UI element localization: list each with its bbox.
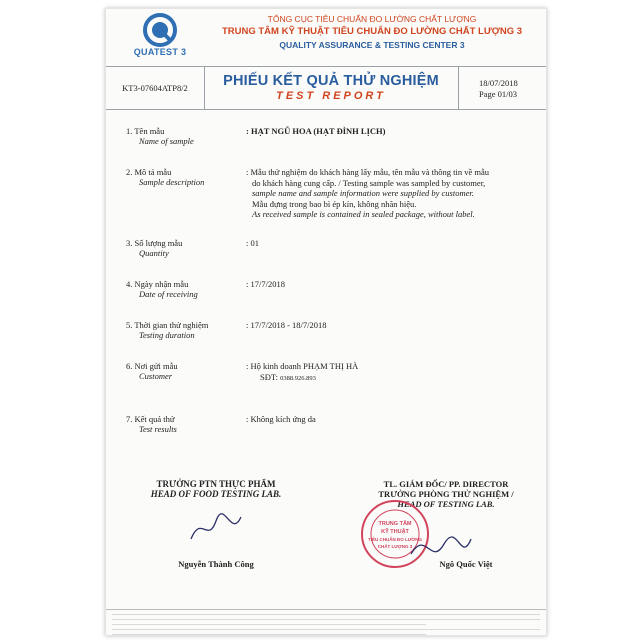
field-value: : HẠT NGŨ HOA (HẠT ĐÌNH LỊCH) [246,126,386,136]
logo-text: QUATEST 3 [133,47,187,57]
field-value: : 17/7/2018 - 18/7/2018 [246,320,327,330]
field-label: 3. Số lượng mẫu Quantity [126,238,183,258]
field-value: : Hộ kinh doanh PHẠM THỊ HÀ SĐT: 0388.926.893 [246,361,359,382]
report-title-en: TEST REPORT [276,90,386,102]
right-signer-name: Ngô Quốc Việt [439,559,493,569]
customer-phone: 0388.926.893 [280,374,316,382]
field-label: 4. Ngày nhận mẫu Date of receiving [126,279,198,299]
document-code: KT3-07604ATP8/2 [106,67,205,109]
field-value: : Không kích ứng da [246,414,316,424]
quatest-logo [124,13,196,63]
org-line-1: TỔNG CỤC TIÊU CHUẨN ĐO LƯỜNG CHẤT LƯỢNG [267,14,477,24]
report-document [105,8,547,636]
report-date: 18/07/2018 [479,78,518,88]
field-value: : 17/7/2018 [246,279,285,289]
date-page-block [458,67,547,109]
report-title-vn: PHIẾU KẾT QUẢ THỬ NGHIỆM [223,73,439,89]
signature-block-left [136,479,296,499]
quatest-logo-icon [143,13,177,47]
page-number: Page 01/03 [479,89,518,99]
report-title-block [204,67,458,109]
left-handwritten-signature [186,509,246,549]
svg-text:TRUNG TÂM: TRUNG TÂM [378,521,412,527]
field-label: 7. Kết quả thử Test results [126,414,177,434]
right-signer-title-2: TRƯỞNG PHÒNG THỬ NGHIỆM / [378,489,514,499]
svg-text:KỸ THUẬT: KỸ THUẬT [381,529,409,535]
svg-text:TIÊU CHUẨN ĐO LƯỜNG: TIÊU CHUẨN ĐO LƯỜNG [367,537,423,542]
left-signer-title-vn: TRƯỞNG PTN THỰC PHẨM [156,479,276,489]
field-value: : 01 [246,238,259,248]
org-line-3: QUALITY ASSURANCE & TESTING CENTER 3 [279,40,465,50]
field-label: 2. Mô tả mẫu Sample description [126,167,205,187]
field-label: 6. Nơi gửi mẫu Customer [126,361,178,381]
field-label: 5. Thời gian thử nghiệm Testing duration [126,320,209,340]
right-signer-title-1: TL. GIÁM ĐỐC/ PP. DIRECTOR [383,479,509,489]
org-line-2: TRUNG TÂM KỸ THUẬT TIÊU CHUẨN ĐO LƯỜNG CHẤT LƯỢNG 3 [221,26,523,37]
left-signer-name: Nguyễn Thành Công [178,559,254,569]
report-header [106,9,546,64]
svg-text:CHẤT LƯỢNG 3: CHẤT LƯỢNG 3 [377,544,413,549]
right-signer-title-3: HEAD OF TESTING LAB. [397,499,495,509]
field-value: : Mẫu thử nghiệm do khách hàng lấy mẫu, tên mẫu và thông tin về mẫu do khách hàng cung cấp. / Testing sample was sampled by customer, sample name and sample information were supplied by customer. Mẫu đựng trong bao bì ép kín, không nhãn hiệu. As received sample is contained in sealed package, without label. [246,167,490,219]
left-signer-title-en: HEAD OF FOOD TESTING LAB. [150,489,282,499]
footer-notes [106,609,546,635]
field-label: 1. Tên mẫu Name of sample [126,126,194,146]
title-bar [106,66,546,110]
